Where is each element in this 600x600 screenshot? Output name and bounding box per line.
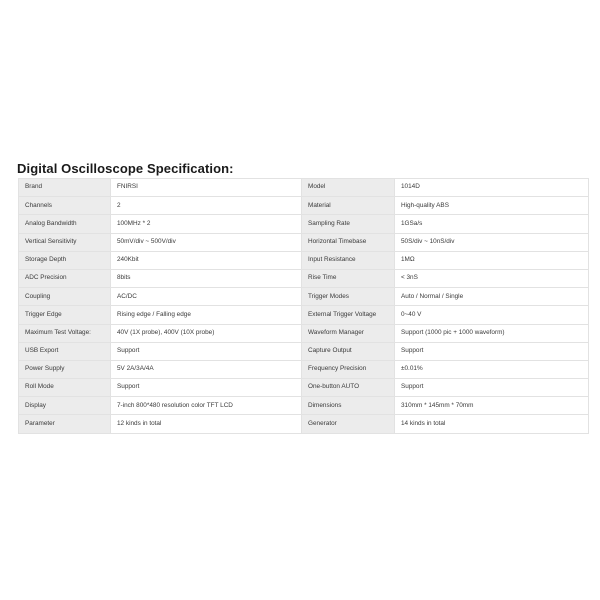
spec-value-right: 50S/div ~ 10nS/div [395, 233, 589, 251]
spec-label-left: Coupling [19, 288, 111, 306]
spec-value-right: 0~40 V [395, 306, 589, 324]
spec-value-left: 100MHz * 2 [111, 215, 302, 233]
spec-label-right: Sampling Rate [302, 215, 395, 233]
table-row [19, 379, 589, 397]
table-row [19, 179, 589, 197]
table-row [19, 306, 589, 324]
spec-label-right: Model [302, 179, 395, 197]
table-row [19, 288, 589, 306]
spec-value-left: 2 [111, 197, 302, 215]
spec-value-left: 8bits [111, 269, 302, 287]
spec-label-right: Material [302, 197, 395, 215]
spec-label-left: Vertical Sensitivity [19, 233, 111, 251]
spec-label-right: One-button AUTO [302, 379, 395, 397]
spec-label-right: Trigger Modes [302, 288, 395, 306]
spec-value-left: 40V (1X probe), 400V (10X probe) [111, 324, 302, 342]
table-row [19, 397, 589, 415]
spec-label-right: Rise Time [302, 269, 395, 287]
spec-value-left: 12 kinds in total [111, 415, 302, 433]
spec-table [18, 178, 589, 434]
spec-value-right: < 3nS [395, 269, 589, 287]
page-title: Digital Oscilloscope Specification: [17, 161, 234, 176]
table-row [19, 215, 589, 233]
spec-value-left: Support [111, 379, 302, 397]
spec-label-left: Roll Mode [19, 379, 111, 397]
spec-value-right: 310mm * 145mm * 70mm [395, 397, 589, 415]
spec-label-left: Power Supply [19, 360, 111, 378]
spec-label-left: Parameter [19, 415, 111, 433]
spec-label-left: Display [19, 397, 111, 415]
spec-value-right: Support [395, 342, 589, 360]
spec-value-right: 14 kinds in total [395, 415, 589, 433]
spec-label-right: Generator [302, 415, 395, 433]
spec-value-right: 1014D [395, 179, 589, 197]
spec-value-left: AC/DC [111, 288, 302, 306]
spec-table-body [19, 179, 589, 434]
spec-label-right: Dimensions [302, 397, 395, 415]
spec-label-left: Storage Depth [19, 251, 111, 269]
spec-value-right: Auto / Normal / Single [395, 288, 589, 306]
spec-label-left: Brand [19, 179, 111, 197]
spec-value-left: Rising edge / Falling edge [111, 306, 302, 324]
spec-value-left: 5V 2A/3A/4A [111, 360, 302, 378]
spec-value-right: ±0.01% [395, 360, 589, 378]
table-row [19, 233, 589, 251]
spec-value-left: 240Kbit [111, 251, 302, 269]
spec-label-left: USB Export [19, 342, 111, 360]
spec-label-left: ADC Precision [19, 269, 111, 287]
spec-value-left: FNIRSI [111, 179, 302, 197]
spec-value-left: 7-inch 800*480 resolution color TFT LCD [111, 397, 302, 415]
spec-label-right: Frequency Precision [302, 360, 395, 378]
spec-label-left: Analog Bandwidth [19, 215, 111, 233]
spec-value-left: Support [111, 342, 302, 360]
table-row [19, 197, 589, 215]
spec-value-left: 50mV/div ~ 500V/div [111, 233, 302, 251]
table-row [19, 251, 589, 269]
spec-label-right: Input Resistance [302, 251, 395, 269]
table-row [19, 415, 589, 433]
spec-label-left: Channels [19, 197, 111, 215]
table-row [19, 269, 589, 287]
spec-label-right: External Trigger Voltage [302, 306, 395, 324]
table-row [19, 360, 589, 378]
spec-label-left: Trigger Edge [19, 306, 111, 324]
spec-label-right: Horizontal Timebase [302, 233, 395, 251]
spec-label-right: Waveform Manager [302, 324, 395, 342]
spec-value-right: High-quality ABS [395, 197, 589, 215]
spec-value-right: 1GSa/s [395, 215, 589, 233]
spec-label-left: Maximum Test Voltage: [19, 324, 111, 342]
spec-value-right: 1MΩ [395, 251, 589, 269]
spec-label-right: Capture Output [302, 342, 395, 360]
spec-value-right: Support (1000 pic + 1000 waveform) [395, 324, 589, 342]
table-row [19, 342, 589, 360]
table-row [19, 324, 589, 342]
spec-value-right: Support [395, 379, 589, 397]
